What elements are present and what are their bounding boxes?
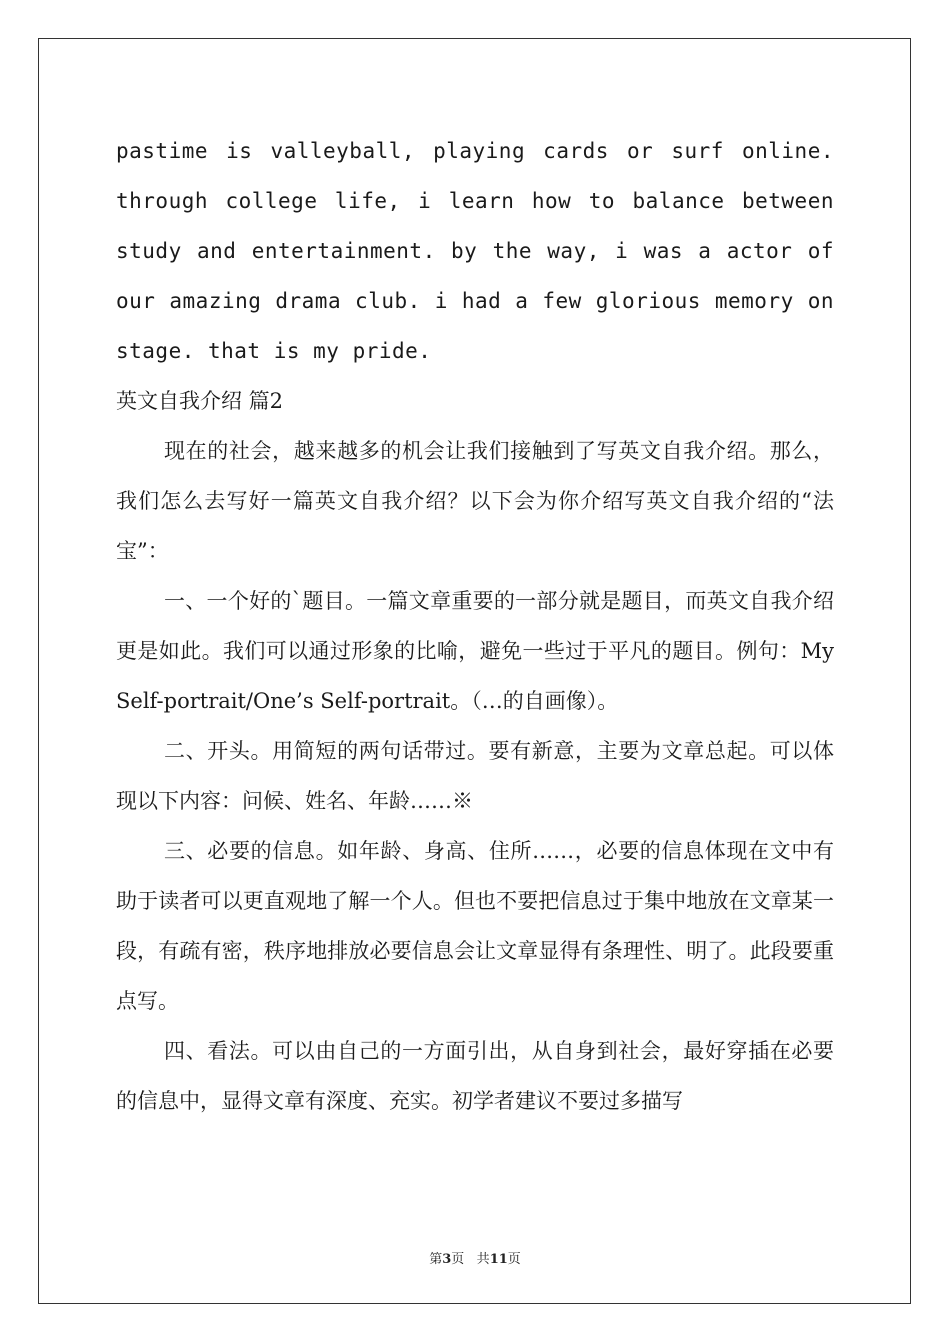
paragraph-opinion-tip: 四、看法。可以由自己的一方面引出，从自身到社会，最好穿插在必要的信息中，显得文章有深度、充实。初学者建议不要过多描写 [116, 1039, 834, 1113]
total-prefix: 共 [476, 1252, 490, 1267]
page-footer [0, 1248, 950, 1267]
section-heading: 英文自我介绍 篇2 [116, 389, 284, 413]
page-suffix: 页 [451, 1252, 465, 1267]
document-body [116, 126, 834, 1126]
paragraph-info-tip: 三、必要的信息。如年龄、身高、住所……，必要的信息体现在文中有助于读者可以更直观地了解一个人。但也不要把信息过于集中地放在文章某一段，有疏有密，秩序地排放必要信息会让文章显得有条理性、明了。此段要重点写。 [116, 839, 834, 1013]
continued-paragraph: pastime is valleyball, playing cards or surf online. through college life, i learn how to balance between study and entertainment. by the way, i was a actor of our amazing drama club. i had a few glorious memory on stage. that is my pride. [116, 139, 834, 363]
total-pages: 11 [489, 1252, 508, 1267]
page-prefix: 第 [429, 1252, 443, 1267]
paragraph-title-tip: 一、一个好的`题目。一篇文章重要的一部分就是题目，而英文自我介绍更是如此。我们可以通过形象的比喻，避免一些过于平凡的题目。例句：My Self-portrait/One’s Self-portrait。（…的自画像）。 [116, 589, 834, 713]
total-suffix: 页 [507, 1252, 521, 1267]
paragraph-intro: 现在的社会，越来越多的机会让我们接触到了写英文自我介绍。那么，我们怎么去写好一篇英文自我介绍？以下会为你介绍写英文自我介绍的“法宝”： [116, 439, 834, 563]
page-number: 3 [442, 1252, 452, 1267]
paragraph-opening-tip: 二、开头。用简短的两句话带过。要有新意，主要为文章总起。可以体现以下内容：问候、姓名、年龄……※ [116, 739, 834, 813]
